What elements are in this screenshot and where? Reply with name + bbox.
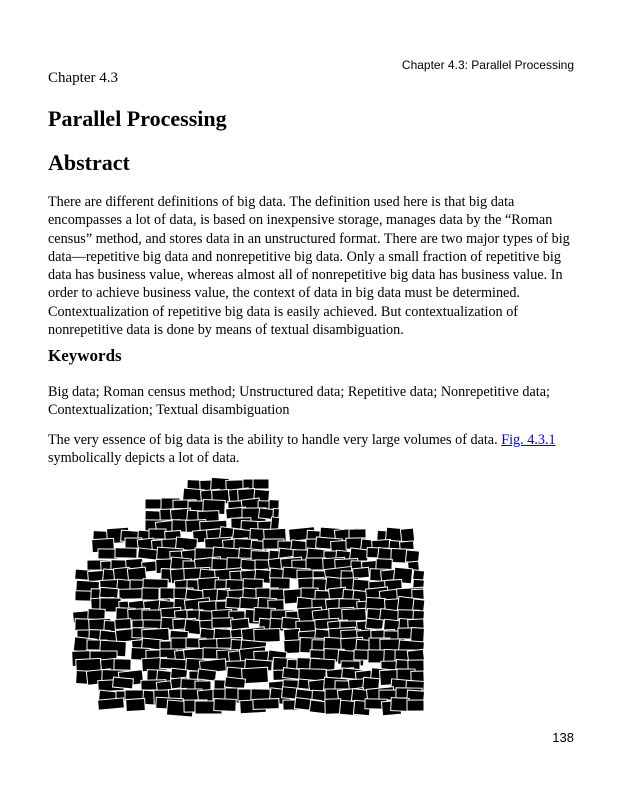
data-block	[365, 618, 383, 630]
data-block	[76, 658, 102, 671]
data-block	[98, 698, 125, 710]
keywords-body: Big data; Roman census method; Unstructured data; Repetitive data; Nonrepetitive data; Contextualization; Textual disambiguation	[48, 384, 550, 419]
abstract-body: There are different definitions of big data. The definition used here is that big data encompasses a lot of data, is based on inexpensive storage, manages data by the “Roman census” method, and stores data in an unstructured format. There are two major types of big data—repetitive big data and nonrepetitive big data. Only a small fraction of repetitive big data has business value, whereas almost all of nonrepetitive big data has business value. In order to achieve business value, the context of data in big data must be determined. Contextualization of repetitive big data is easily achieved. But contextualization of nonrepetitive data is done by means of textual disambiguation.	[48, 194, 570, 339]
big-data-figure	[0, 476, 617, 726]
data-block	[113, 677, 134, 689]
page-number: 138	[552, 730, 574, 745]
data-block	[115, 548, 137, 559]
data-block	[224, 677, 245, 689]
data-block	[126, 698, 146, 711]
data-block	[253, 479, 269, 489]
figure-link[interactable]: Fig. 4.3.1	[501, 432, 556, 448]
data-block	[197, 669, 216, 681]
data-block	[325, 699, 341, 714]
data-block	[253, 699, 279, 710]
data-block	[114, 659, 131, 670]
abstract-heading: Abstract	[48, 150, 130, 175]
data-block	[254, 629, 280, 643]
running-header: Chapter 4.3: Parallel Processing	[401, 58, 574, 72]
data-block	[353, 567, 370, 578]
data-block	[149, 529, 166, 539]
data-block	[119, 589, 145, 600]
keywords-heading: Keywords	[48, 346, 122, 365]
chapter-title: Parallel Processing	[48, 106, 227, 131]
data-block	[212, 618, 233, 629]
intro-text-before: The very essence of big data is the ability to handle very large volumes of data.	[48, 432, 502, 448]
data-block	[407, 700, 424, 711]
data-block	[400, 528, 414, 542]
intro-paragraph	[48, 431, 578, 468]
data-block	[142, 588, 159, 600]
data-block	[115, 619, 132, 630]
intro-text-after: symbolically depicts a lot of data.	[48, 450, 240, 467]
chapter-label: Chapter 4.3	[48, 70, 118, 86]
data-block	[214, 699, 236, 712]
data-block	[100, 587, 119, 598]
